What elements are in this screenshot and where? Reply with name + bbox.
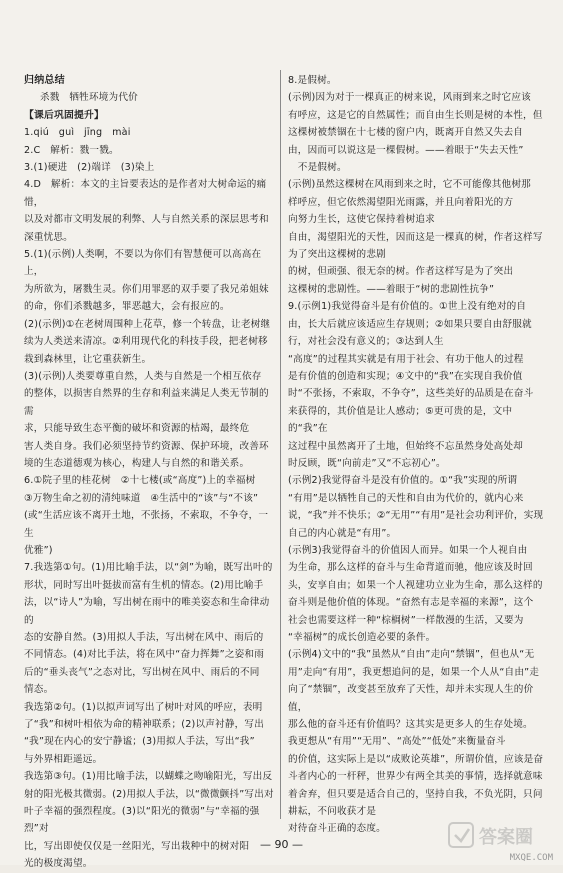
- answer-line: 有呼应，这是它的自然属性；而自由生长则是树的本性，但: [288, 109, 543, 121]
- answer-line: 用”走向“有用”，我更想追问的是，如果一个人从“自由”走: [288, 666, 540, 678]
- answer-line: 由，长大后就应该适应生存规则；②如果只要自由舒服就: [288, 318, 532, 330]
- answer-line: 形状，同时写出叶挺拔而富有生机的情态。(2)用比喻手: [24, 579, 264, 591]
- answer-line: 斗者内心的一杆秤，世界少有两全其美的事情，选择就意味: [288, 771, 543, 783]
- answer-line: 我选第③句。(1)用比喻手法，以蝴蝶之吻喻阳光，写出反: [24, 771, 273, 783]
- answer-line: 8.是假树。: [288, 75, 337, 86]
- answer-line: 说，“我”并不快乐；②“无用”“有用”是社会功利评价，实现: [288, 510, 544, 522]
- answer-line: 的树，但顽强、很无奈的树。作者这样写是为了突出: [288, 266, 514, 278]
- answer-line: 这棵树的悲剧性。——着眼于“树的悲剧性抗争”: [288, 283, 495, 295]
- answer-line: 态的安静自然。(3)用拟人手法，写出树在风中、雨后的: [24, 632, 264, 643]
- column-divider: [280, 70, 281, 819]
- answer-line: 2.C 解析：戮一戮。: [24, 144, 119, 156]
- answer-line: 5.(1)(示例)人类啊，不要以为你们有智慧便可以高高在上，: [24, 249, 262, 278]
- answer-line: 境的生态道德观为核心，构建人与自然的和谐关系。: [24, 457, 250, 469]
- answer-line: (示例4)文中的“我”虽然从“自由”走向“禁锢”，但也从“无: [288, 649, 535, 661]
- answer-line: 求，只能导致生态平衡的破坏和资源的枯竭，最终危: [24, 423, 250, 435]
- answer-line: 奋斗则是他价值的体现。“奋然有志是幸福的来源”，这个: [288, 597, 534, 609]
- section-heading: 【课后巩固提升】: [24, 109, 104, 121]
- answer-line: 法，以“诗人”为喻，写出树在雨中的唯美姿态和生命律动的: [24, 597, 270, 626]
- answer-line: 的价值，这实际上是以“成败论英雄”，所谓价值，应该是奋: [288, 753, 544, 765]
- answer-line: 续为人类送来清凉。②利用现代化的科技手段，把老树移: [24, 336, 268, 348]
- answer-line: 我更想从“有用”“无用”、“高处”“低处”来衡量奋斗: [288, 736, 506, 748]
- answer-line: (示例3)我觉得奋斗的价值因人而异。如果一个人视自由: [288, 544, 528, 556]
- answer-line: 为所欲为，屠戮生灵。你们用罪恶的双手要了我兄弟姐妹: [24, 283, 269, 295]
- answer-line: 那么他的奋斗还有价值吗？这其实是更多人的生存处境。: [288, 719, 533, 731]
- answer-line: 与外界相距遥远。: [24, 753, 103, 765]
- answer-line: 时反顾，既“向前走”又“不忘初心”。: [288, 457, 446, 469]
- answer-line: 行，对社会没有意义的；③达到人生: [288, 336, 444, 348]
- answer-line: 自由，渴望阳光的天性，因而这是一棵真的树，作者这样写为了突出这棵树的悲剧: [288, 231, 543, 261]
- answer-line: 着舍弃，但只要是适合自己的，坚持自我，不负光阴，只问耕耘，不问收获才是: [288, 788, 543, 818]
- answer-line: 光的极度渴望。: [24, 858, 93, 870]
- answer-line: 叶子幸福的强烈程度。(3)以“阳光的微弱”与“幸福的强烈”对: [24, 806, 260, 835]
- answer-line: 栽到森林里，让它重获新生。: [24, 353, 152, 365]
- answer-line: 不同情态。(4)对比手法，将在风中“奋力挥舞”之姿和雨: [24, 649, 264, 661]
- answer-line: 3.(1)硬进 (2)端详 (3)染上: [24, 162, 155, 174]
- answer-line: 以及对都市文明发展的利弊、人与自然关系的深层思考和: [24, 214, 269, 226]
- right-answer-lines: [288, 72, 546, 838]
- answer-line: 情态。: [24, 684, 54, 696]
- answer-line: 6.①院子里的桂花树 ②十七楼(或“高度”)上的幸福树: [24, 475, 256, 487]
- answer-line: (3)(示例)人类要尊重自然，人类与自然是一个相互依存: [24, 370, 262, 382]
- answer-line: ③万物生命之初的清纯味道 ④生活中的“该”与“不该”: [24, 492, 259, 504]
- answer-line: 为生命，那么这样的奋斗与生命背道而驰，他应该及时回: [288, 562, 533, 574]
- answer-line: (示例)因为对于一棵真正的树来说，风雨到来之时它应该: [288, 92, 531, 104]
- left-answer-lines: [24, 124, 274, 872]
- answer-line: “我”现在内心的安宁静谧；(3)用拟人手法，写出“我”: [24, 736, 255, 748]
- answer-line: 了“我”和树叶相依为命的精神联系；(2)以声衬静，写出: [24, 719, 264, 731]
- answer-line: 4.D 解析：本文的主旨要表达的是作者对大树命运的痛惜，: [24, 179, 267, 208]
- answer-line: 是有价值的创造和实现；④文中的“我”在实现自我价值: [288, 370, 523, 382]
- svg-text:答案圈: 答案圈: [479, 827, 533, 848]
- answer-line: 7.我选第①句。(1)用比喻手法，以“剑”为喻，既写出叶的: [24, 562, 273, 574]
- answer-line: 优雅”): [24, 544, 53, 556]
- answer-line: 社会也需要这样一种“棕榈树”一样散漫的生活，又要为: [288, 614, 524, 626]
- answer-line: 后的“垂头丧气”之态对比，写出树在风中、雨后的不同: [24, 666, 260, 678]
- answer-line: 向努力生长，这使它保持着树追求: [288, 214, 435, 226]
- answer-line: 比，写出即使仅仅是一丝阳光，写出栽种中的树对阳: [24, 840, 250, 852]
- answer-line: 由，因而可以说这是一棵假树。——着眼于“失去天性”: [288, 144, 524, 156]
- answer-line: 害人类自身。我们必须坚持节约资源、保护环境，改善环: [24, 440, 269, 452]
- answer-line: (或“生活应该不离开土地，不张扬，不索取，不争夺，一生: [24, 510, 269, 539]
- answer-line: 深重忧思。: [24, 231, 73, 243]
- answer-line: 不是假树。: [288, 162, 347, 174]
- answer-line: “有用”是以牺牲自己的天性和自由为代价的，就内心来: [288, 492, 524, 504]
- answer-line: 头，安享自由；如果一个人视建功立业为生命，那么这样的: [288, 579, 543, 591]
- answer-line: (示例2)我觉得奋斗是没有价值的。①“我”实现的所谓: [288, 475, 518, 487]
- watermark-url: MXQE.COM: [509, 853, 553, 863]
- answer-line: 射的阳光极其微弱。(2)用拟人手法，以“微微颤抖”写出对: [24, 788, 274, 800]
- answer-line: 的整体，以损害自然界的生存和利益来满足人类无节制的需: [24, 388, 269, 417]
- answer-line: (示例)虽然这棵树在风雨到来之时，它不可能像其他树那: [288, 179, 531, 191]
- answer-line: “高度”的过程其实就是有用于社会、有功于他人的过程: [288, 353, 524, 365]
- answer-line: 1.qiú guì jīng mài: [24, 127, 131, 139]
- answer-line: 的命，你们杀戮越多，罪恶越大，会有报应的。: [24, 301, 230, 313]
- answer-line: 我选第②句。(1)以拟声词写出了树叶对风的呼应，表明: [24, 701, 263, 713]
- summary-answer: 杀戮 牺牲环境为代价: [40, 92, 138, 104]
- answer-line: 这过程中虽然离开了土地，但始终不忘虽然身处高处却: [288, 440, 524, 452]
- answer-line: 自己的内心就是“有用”。: [288, 527, 397, 539]
- answer-line: 对待奋斗正确的态度。: [288, 823, 386, 835]
- answer-line: 时“不张扬，不索取，不争夺”，这些美好的品质是在奋斗: [288, 388, 534, 400]
- right-column: [288, 72, 546, 835]
- answer-line: “幸福树”的成长创造必要的条件。: [288, 632, 436, 643]
- answer-line: 来获得的，其价值是让人感动；⑤更可贵的是，文中的“我”在: [288, 405, 513, 435]
- answer-line: 向了“禁锢”，改变甚至放弃了天性，却并未实现人生的价值，: [288, 684, 534, 713]
- answer-line: 样呼应，但它依然渴望阳光雨露，并且向着阳光的方: [288, 196, 514, 208]
- answer-line: (2)(示例)①在老树周围种上花草，修一个转盘，让老树继: [24, 318, 271, 330]
- summary-heading: 归纳总结: [24, 75, 65, 86]
- answer-line: 这棵树被禁锢在十七楼的窗户内，既离开自然又失去自: [288, 127, 524, 139]
- answer-line: 9.(示例1)我觉得奋斗是有价值的。①世上没有绝对的自: [288, 301, 527, 313]
- page-number: — 90 —: [260, 838, 303, 851]
- left-column: [24, 72, 274, 870]
